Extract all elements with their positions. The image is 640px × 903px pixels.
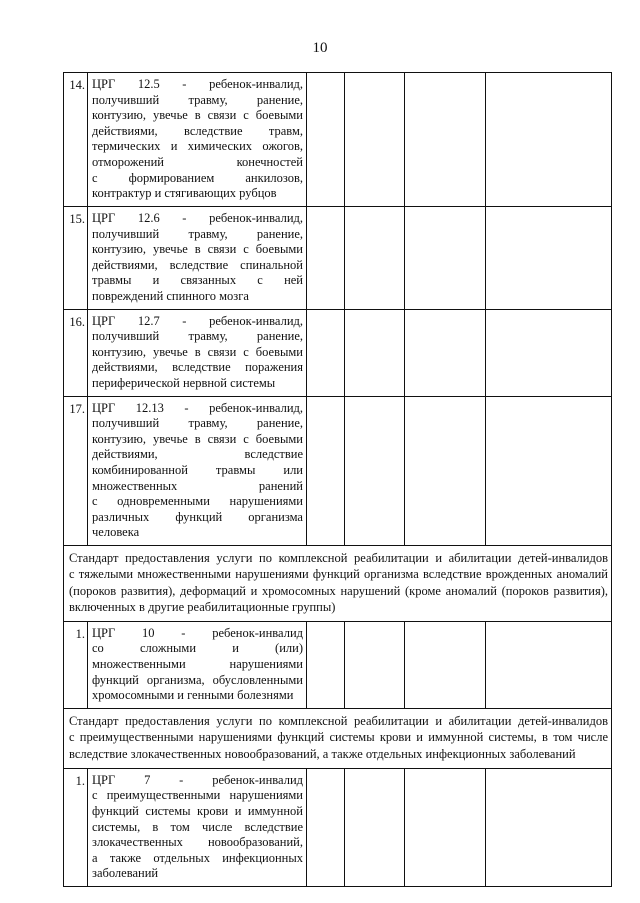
section-line: Стандарт предоставления услуги по комплексной реабилитации и абилитации детей-инвалидов (69, 713, 608, 728)
table-row (64, 768, 612, 886)
description-line: контрактур и стягивающих рубцов (92, 186, 277, 201)
page-number: 10 (312, 40, 328, 56)
description-line: получивший травму, ранение, (92, 226, 303, 241)
description-line: злокачественных новообразований, (92, 835, 303, 850)
group-description (88, 621, 307, 708)
empty-cell (486, 768, 612, 886)
description-line: контузию, увечье в связи с боевыми (92, 242, 303, 257)
description-line: с преимущественными нарушениями (92, 788, 303, 803)
description-line: функций организма, обусловленными (92, 672, 303, 687)
group-description (88, 309, 307, 396)
description-line: заболеваний (92, 866, 159, 881)
description-line: получивший травму, ранение, (92, 92, 303, 107)
section-line: Стандарт предоставления услуги по комплексной реабилитации и абилитации детей-инвалидов (69, 550, 608, 565)
empty-cell (345, 768, 405, 886)
empty-cell (405, 768, 486, 886)
row-number: 1. (64, 621, 88, 708)
description-line: действиями, вследствие (92, 447, 303, 462)
section-line: с преимущественными нарушениями функций системы крови и иммунной системы, в том числе (69, 730, 608, 745)
description-line: ЦРГ 7 - ребенок-инвалид (92, 772, 303, 787)
group-description (88, 73, 307, 207)
empty-cell (405, 207, 486, 310)
description-line: контузию, увечье в связи с боевыми (92, 344, 303, 359)
section-line: (пороков развития), деформаций и хромосомных нарушений (кроме аномалий (пороков развития), (69, 583, 608, 598)
section-line: с тяжелыми множественными нарушениями функций организма вследствие врожденных аномалий (69, 567, 608, 582)
empty-cell (307, 768, 345, 886)
description-line: ЦРГ 12.6 - ребенок-инвалид, (92, 211, 303, 225)
description-line: ЦРГ 12.13 - ребенок-инвалид, (92, 400, 303, 415)
table-row (64, 309, 612, 396)
description-line: различных функций организма (92, 509, 303, 524)
description-line: травмы и связанных с ней (92, 273, 303, 288)
empty-cell (486, 207, 612, 310)
empty-cell (345, 309, 405, 396)
rehabilitation-standards-table (63, 72, 612, 887)
empty-cell (486, 621, 612, 708)
group-description (88, 396, 307, 545)
row-number: 14. (64, 73, 88, 207)
description-line: с формированием анкилозов, (92, 170, 303, 185)
description-line: контузию, увечье в связи с боевыми (92, 108, 303, 123)
section-line: вследствие злокачественных новообразований, а также отдельных инфекционных заболеваний (69, 746, 576, 761)
description-line: отморожений конечностей (92, 154, 303, 169)
empty-cell (486, 73, 612, 207)
description-line: действиями, вследствие травм, (92, 123, 303, 138)
description-line: с одновременными нарушениями (92, 494, 303, 509)
section-row (64, 708, 612, 768)
table-row (64, 73, 612, 207)
description-line: системы, в том числе вследствие (92, 819, 303, 834)
group-description (88, 768, 307, 886)
empty-cell (405, 73, 486, 207)
description-line: а также отдельных инфекционных (92, 850, 303, 865)
description-line: получивший травму, ранение, (92, 416, 303, 431)
section-line: включенных в другие реабилитационные группы) (69, 600, 336, 615)
row-number: 16. (64, 309, 88, 396)
row-number: 17. (64, 396, 88, 545)
section-heading (64, 708, 612, 768)
section-heading (64, 545, 612, 621)
empty-cell (307, 621, 345, 708)
empty-cell (345, 207, 405, 310)
description-line: множественными нарушениями (92, 657, 303, 672)
group-description (88, 207, 307, 310)
table-row (64, 207, 612, 310)
description-line: периферической нервной системы (92, 375, 276, 390)
empty-cell (486, 396, 612, 545)
empty-cell (345, 73, 405, 207)
description-line: ЦРГ 10 - ребенок-инвалид (92, 625, 303, 640)
description-line: действиями, вследствие спинальной (92, 257, 303, 272)
row-number: 15. (64, 207, 88, 310)
description-line: функций системы крови и иммунной (92, 804, 303, 819)
empty-cell (345, 621, 405, 708)
empty-cell (307, 309, 345, 396)
table-row (64, 396, 612, 545)
empty-cell (405, 309, 486, 396)
empty-cell (307, 207, 345, 310)
description-line: повреждений спинного мозга (92, 288, 249, 303)
description-line: термических и химических ожогов, (92, 139, 303, 154)
empty-cell (307, 73, 345, 207)
empty-cell (405, 396, 486, 545)
empty-cell (486, 309, 612, 396)
description-line: со сложными и (или) (92, 641, 303, 656)
description-line: действиями, вследствие поражения (92, 360, 303, 375)
description-line: контузию, увечье в связи с боевыми (92, 431, 303, 446)
description-line: человека (92, 525, 140, 540)
description-line: получивший травму, ранение, (92, 329, 303, 344)
description-line: множественных ранений (92, 478, 303, 493)
description-line: ЦРГ 12.7 - ребенок-инвалид, (92, 313, 303, 328)
empty-cell (345, 396, 405, 545)
empty-cell (405, 621, 486, 708)
description-line: комбинированной травмы или (92, 462, 303, 477)
section-row (64, 545, 612, 621)
table-row (64, 621, 612, 708)
row-number: 1. (64, 768, 88, 886)
empty-cell (307, 396, 345, 545)
description-line: ЦРГ 12.5 - ребенок-инвалид, (92, 77, 303, 91)
description-line: хромосомными и генными болезнями (92, 688, 294, 703)
